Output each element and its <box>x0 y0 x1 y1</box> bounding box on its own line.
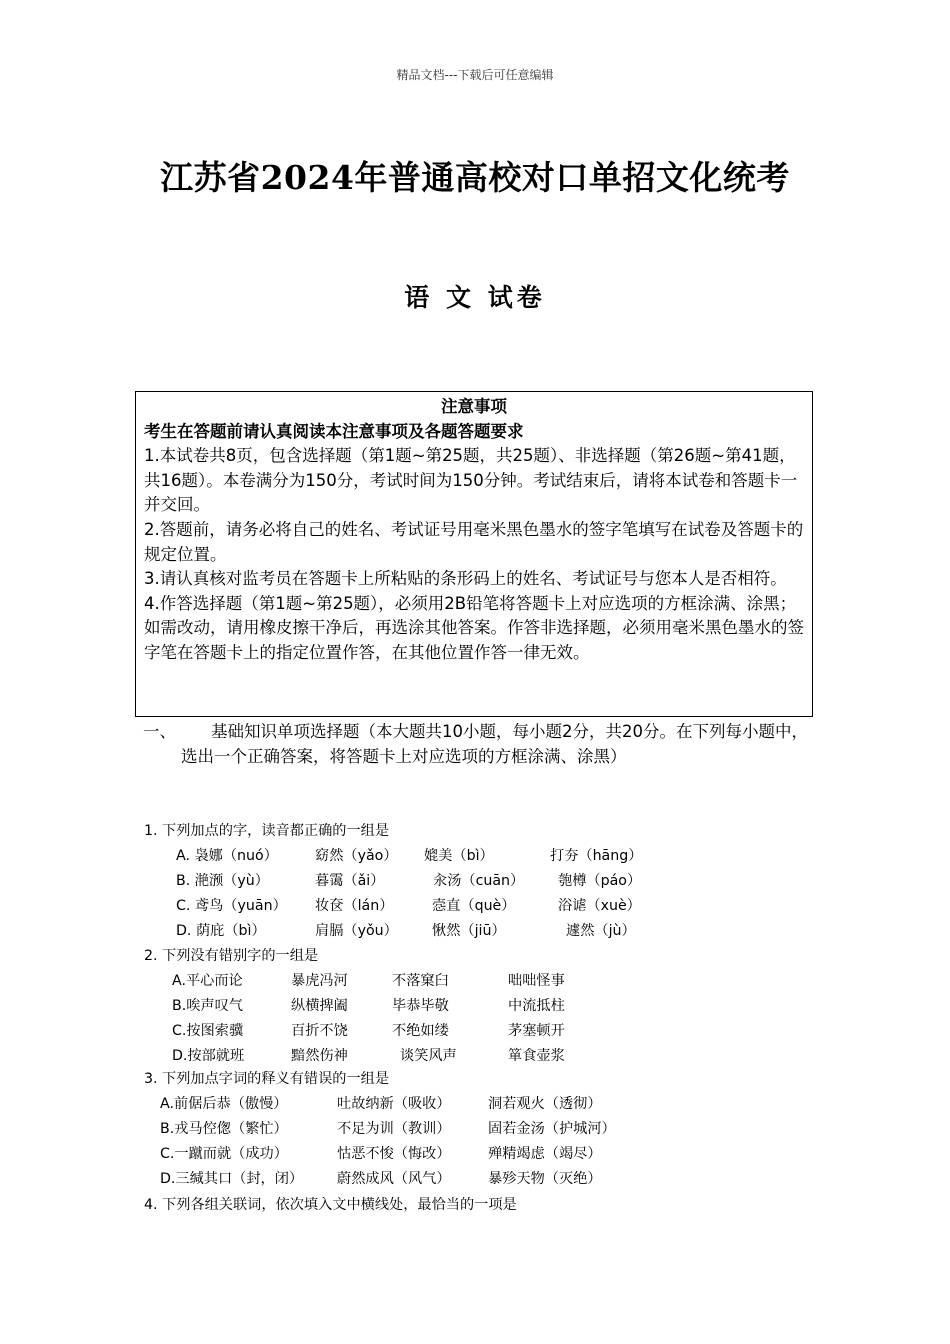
option-a-term-2: 吐故纳新（吸收） <box>337 1096 451 1112</box>
option-a-term-4: 咄咄怪事 <box>508 973 565 989</box>
option-b-term-1: B.唉声叹气 <box>172 998 243 1014</box>
option-a-term-1: A. 袅娜（nuó） <box>176 848 278 864</box>
header-note: 精品文档---下载后可任意编辑 <box>396 68 554 82</box>
option-b-term-3: 汆汤（cuān） <box>433 873 525 889</box>
notice-box <box>135 391 813 717</box>
section-instructions: 基础知识单项选择题（本大题共10小题，每小题2分，共20分。在下列每小题中，选出一个正确答案，将答题卡上对应选项的方框涂满、涂黑） <box>181 722 808 766</box>
option-d-term-3: 暴殄天物（灭绝） <box>488 1171 602 1187</box>
option-d-term-4: 箪食壶浆 <box>508 1048 565 1064</box>
option-b-term-1: B.戎马倥偬（繁忙） <box>160 1121 288 1137</box>
option-a-term-2: 窈然（yǎo） <box>315 848 398 864</box>
option-d-term-2: 蔚然成风（风气） <box>337 1171 451 1187</box>
notice-lead: 考生在答题前请认真阅读本注意事项及各题答题要求 <box>144 421 524 441</box>
option-c-term-1: C. 鸢鸟（yuān） <box>176 898 287 914</box>
option-c-term-3: 不绝如缕 <box>392 1023 449 1039</box>
option-d-term-4: 遽然（jù） <box>566 923 636 939</box>
option-d-term-2: 黯然伤神 <box>291 1048 348 1064</box>
question-3-stem: 3. 下列加点字词的释义有错误的一组是 <box>144 1071 390 1087</box>
option-b-term-2: 暮霭（ǎi） <box>315 873 385 889</box>
option-d-term-1: D.三缄其口（封，闭） <box>160 1171 304 1187</box>
option-c-term-4: 茅塞顿开 <box>508 1023 565 1039</box>
option-a-term-3: 媲美（bì） <box>424 848 494 864</box>
section-number: 一、 <box>143 722 176 741</box>
option-b-term-4: 匏樽（páo） <box>558 873 642 889</box>
option-c-term-3: 殚精竭虑（竭尽） <box>488 1146 602 1162</box>
option-a-term-3: 洞若观火（透彻） <box>488 1096 602 1112</box>
question-2-stem: 2. 下列没有错别字的一组是 <box>144 948 319 964</box>
option-a-term-2: 暴虎冯河 <box>291 973 348 989</box>
option-c-term-1: C.按图索骥 <box>172 1023 244 1039</box>
option-c-term-4: 浴谑（xuè） <box>558 898 641 914</box>
option-d-term-1: D. 荫庇（bì） <box>176 923 266 939</box>
option-b-term-4: 中流抵柱 <box>508 998 565 1014</box>
exam-title: 江苏省2024年普通高校对口单招文化统考 <box>160 158 790 197</box>
option-a-term-1: A.前倨后恭（傲慢） <box>160 1096 288 1112</box>
question-1-stem: 1. 下列加点的字，读音都正确的一组是 <box>144 823 390 839</box>
option-b-term-1: B. 滟滪（yù） <box>176 873 269 889</box>
option-b-term-3: 毕恭毕敬 <box>392 998 449 1014</box>
option-c-term-1: C.一蹴而就（成功） <box>160 1146 288 1162</box>
option-a-term-4: 打夯（hāng） <box>550 848 643 864</box>
option-c-term-3: 悫直（què） <box>432 898 516 914</box>
option-b-term-3: 固若金汤（护城河） <box>488 1121 616 1137</box>
option-d-term-2: 肩膈（yǒu） <box>315 923 398 939</box>
question-4-stem: 4. 下列各组关联词，依次填入文中横线处，最恰当的一项是 <box>144 1197 517 1213</box>
notice-title: 注意事项 <box>441 397 507 416</box>
option-c-term-2: 百折不饶 <box>291 1023 348 1039</box>
notice-item: 2.答题前，请务必将自己的姓名、考试证号用毫米黑色墨水的签字笔填写在试卷及答题卡的规定位置。 <box>144 519 804 564</box>
notice-item: 4.作答选择题（第1题~第25题），必须用2B铅笔将答题卡上对应选项的方框涂满、涂黑；如需改动，请用橡皮擦干净后，再选涂其他答案。作答非选择题，必须用毫米黑色墨水的签字笔在答题卡上的指定位置作答，在其他位置作答一律无效。 <box>144 593 804 662</box>
option-d-term-3: 愀然（jiū） <box>432 923 506 939</box>
exam-subtitle: 语 文 试卷 <box>404 283 546 312</box>
section-heading <box>143 719 813 769</box>
option-a-term-3: 不落窠臼 <box>392 973 449 989</box>
option-d-term-1: D.按部就班 <box>172 1048 245 1064</box>
option-c-term-2: 怙恶不悛（悔改） <box>337 1146 451 1162</box>
option-c-term-2: 妆奁（lán） <box>315 898 394 914</box>
option-a-term-1: A.平心而论 <box>172 973 243 989</box>
notice-item: 1.本试卷共8页，包含选择题（第1题~第25题，共25题）、非选择题（第26题~第41题，共16题）。本卷满分为150分，考试时间为150分钟。考试结束后，请将本试卷和答题卡一并交回。 <box>144 446 798 515</box>
option-b-term-2: 不足为训（教训） <box>337 1121 451 1137</box>
notice-item: 3.请认真核对监考员在答题卡上所粘贴的条形码上的姓名、考试证号与您本人是否相符。 <box>144 569 787 589</box>
option-d-term-3: 谈笑风声 <box>400 1048 457 1064</box>
option-b-term-2: 纵横捭阖 <box>291 998 348 1014</box>
